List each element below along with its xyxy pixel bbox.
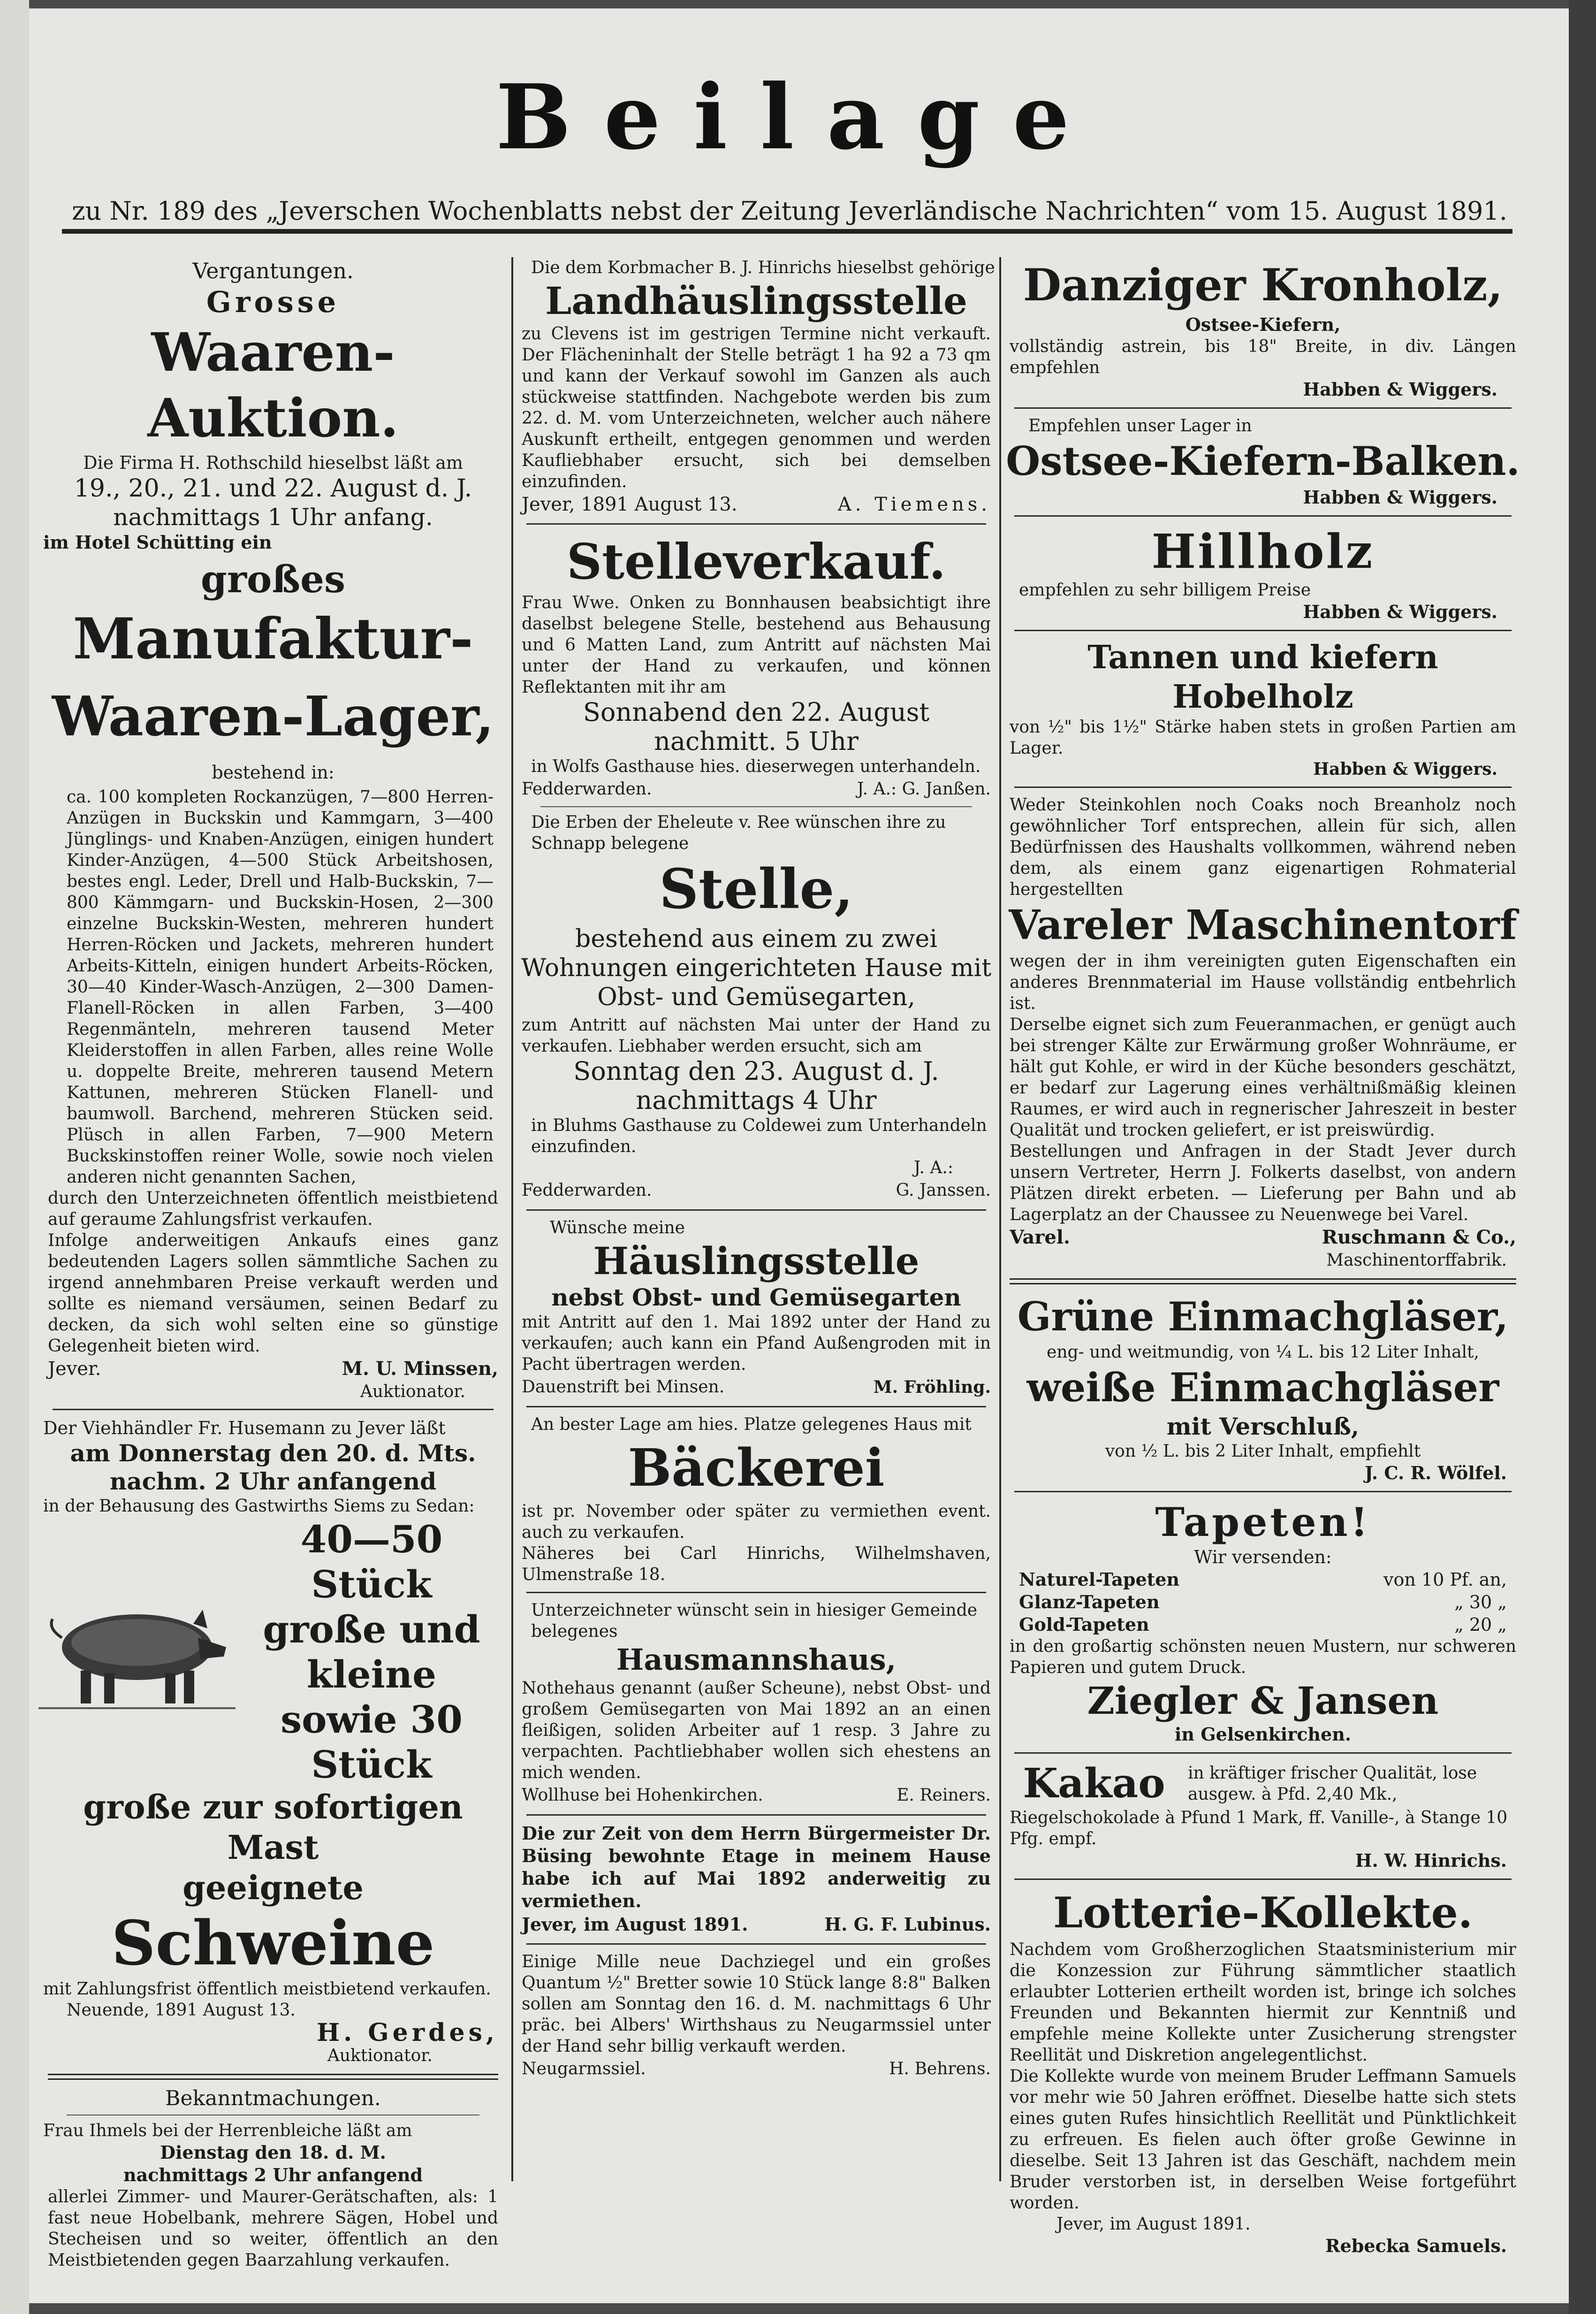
ad-title: Ostsee-Kiefern-Balken. (1006, 438, 1520, 484)
ad-big-line: sowie 30 Stück (281, 1697, 463, 1787)
ad-big-word: Waaren-Lager, (52, 685, 494, 748)
header-rule (62, 229, 1512, 234)
price-row (1019, 1568, 1507, 1591)
price-item-name: Glanz-Tapeten (1019, 1591, 1160, 1612)
ad-divider (526, 1943, 986, 1945)
ad-signature (48, 1357, 498, 1381)
ad-text: Die Erben der Eheleute v. Ree wünschen ihre zu Schnapp belegene (531, 813, 946, 853)
ad-title: weiße Einmachgläser (1026, 1364, 1499, 1411)
ad-signature-place: Fedderwarden. (522, 1181, 652, 1200)
ad-text: An bester Lage am hies. Platze gelegenes Haus mit (531, 1415, 972, 1434)
ad-signature-title: Auktionator. (327, 2046, 433, 2065)
ad-signature (522, 1375, 991, 1399)
ad-body: durch den Unterzeichneten öffentlich meistbietend auf geraume Zahlungsfrist verkaufen. (48, 1189, 498, 1229)
ad-body: zum Antritt auf nächsten Mai unter der Hand zu verkaufen. Liebhaber werden ersucht, sich am (522, 1016, 991, 1056)
ad-body: Die zur Zeit von dem Herrn Bürgermeister Dr. Büsing bewohnte Etage in meinem Hause habe ich auf Mai 1892 anderweitig zu vermiethen. (522, 1823, 991, 1911)
ad-time: nachmitt. 5 Uhr (654, 726, 859, 756)
ad-time: nachmittags 2 Uhr anfangend (123, 2164, 423, 2185)
ad-signature-name: Rebecka Samuels. (1325, 2235, 1507, 2256)
ad-body: Einige Mille neue Dachziegel und ein großes Quantum ½" Bretter sowie 10 Stück lange 8:8" Balken sollen am Sonntag den 16. d. M. nachmittags 6 Uhr präc. bei Albers' Wirthshaus zu Neugarmssiel unter der Hand sehr billig verkauft werden. (522, 1952, 991, 2056)
ad-signature-place: Varel. (1010, 1226, 1070, 1248)
ad-body: Infolge anderweitigen Ankaufs eines ganz bedeutenden Lagers sollen sämmtliche Sachen zu irgend annehmbaren Preise verkauft werden und sollte es niemand versäumen, seinen Bedarf zu decken, da sich wohl selten eine so günstige Gelegenheit bieten wird. (48, 1231, 498, 1356)
ad-body: eng- und weitmundig, von ¼ L. bis 12 Liter Inhalt, (1047, 1343, 1479, 1362)
ad-body: Frau Wwe. Onken zu Bonnhausen beabsichtigt ihre daselbst belegene Stelle, bestehend aus Behausung und 6 Matten Land, zum Antritt auf nächsten Mai unter der Hand zu verkaufen, und können Reflektanten mit ihr am (522, 593, 991, 697)
ad-body: Die Kollekte wurde von meinem Bruder Leffmann Samuels vor mehr wie 50 Jahren eröffnet. Dieselbe hatte sich stets eines guten Rufes hinsichtlich Reellität und Pünktlichkeit zu erfreuen. Es fielen auch öfter große Gewinne in dieselbe. Seit 13 Jahren ist das Geschäft, nachdem mein Bruder verstorben ist, in derselben Weise fortgeführt worden. (1010, 2067, 1516, 2213)
ad-kicker: Vergantungen. (192, 258, 354, 283)
ad-title: Tannen und kiefern Hobelholz (1087, 639, 1438, 716)
ad-signature-name: M. Fröhling. (873, 1377, 991, 1397)
ad-divider (1014, 1752, 1512, 1754)
ad-signature-name: Habben & Wiggers. (1303, 601, 1497, 622)
ad-signature (522, 492, 991, 517)
ad-body: vollständig astrein, bis 18" Breite, in div. Längen empfehlen (1010, 337, 1516, 377)
page-header (29, 8, 1569, 271)
ad-title: Grüne Einmachgläser, (1017, 1293, 1509, 1340)
ad-date: Neuende, 1891 August 13. (67, 2001, 296, 2020)
ad-place: im Hotel Schütting ein (43, 532, 272, 553)
ad-divider (526, 523, 986, 525)
ad-signature-place: Fedderwarden. (522, 779, 652, 799)
ad-body: in kräftiger frischer Qualität, lose ausgew. à Pfd. 2,40 Mk., (1188, 1764, 1477, 1804)
ad-signature-name: H. Gerdes, (316, 2018, 498, 2047)
ad-text: Frau Ihmels bei der Herrenbleiche läßt am (43, 2121, 412, 2140)
ad-text: mit Zahlungsfrist öffentlich meistbietend verkaufen. (43, 1979, 491, 1999)
ad-signature (522, 777, 991, 802)
ad-signature-name: H. W. Hinrichs. (1355, 1850, 1507, 1871)
ad-title: Hausmannshaus, (616, 1642, 897, 1677)
ad-title: Schweine (111, 1907, 435, 1979)
ad-title: Stelleverkauf. (566, 533, 946, 590)
ad-subtitle: mit Verschluß, (1166, 1413, 1360, 1440)
ad-body: Derselbe eignet sich zum Feueranmachen, er genügt auch bei strenger Kälte zur Erwärmung großer Wohnräume, er hält gut Kohle, er wird in der Küche besonders geschätzt, er bedarf zur Lagerung eines verhältnißmäßig kleinen Raumes, er wird auch in regnerischer Jahreszeit in bester Qualität und trocken geliefert, er ist preiswürdig. (1010, 1015, 1516, 1140)
ad-big-word: großes (200, 557, 346, 601)
ad-divider (526, 1406, 986, 1407)
ad-signature (522, 1178, 991, 1203)
ad-signature-name: H. Behrens. (889, 2059, 991, 2078)
ad-signature-title: Auktionator. (360, 1382, 465, 1401)
scanner-edge (1569, 0, 1596, 2314)
ad-text: Unterzeichneter wünscht sein in hiesiger Gemeinde belegenes (531, 1601, 978, 1641)
issue-line: zu Nr. 189 des „Jeverschen Wochenblatts nebst der Zeitung Jeverländische Nachrichten“ vom 15. August 1891. (72, 196, 1507, 226)
ad-signature-name: Habben & Wiggers. (1303, 487, 1497, 508)
price-list (1000, 1568, 1526, 1636)
ad-text: Der Viehhändler Fr. Husemann zu Jever läßt (43, 1418, 446, 1438)
ad-divider (1014, 1879, 1512, 1880)
ad-text: empfehlen zu sehr billigem Preise (1019, 580, 1311, 600)
ad-dates: 19., 20., 21. und 22. August d. J. (74, 474, 472, 503)
ad-signature-place: Jever, 1891 August 13. (522, 494, 737, 515)
column-middle (512, 257, 1000, 2081)
ad-title: Waaren-Auktion. (147, 322, 399, 449)
ad-divider (526, 1592, 986, 1593)
ad-signature-place: Jever, im August 1891. (522, 1914, 748, 1935)
ad-date: Sonnabend den 22. August (583, 697, 930, 727)
ad-body: Riegelschokolade à Pfund 1 Mark, ff. Vanille-, à Stange 10 Pfg. empf. (1010, 1808, 1508, 1848)
ad-signature-prefix: J. A.: (913, 1158, 953, 1177)
price-item-name: Naturel-Tapeten (1019, 1569, 1180, 1590)
ad-big-line: geeignete (182, 1868, 364, 1907)
price-item-value: „ 30 „ (1454, 1592, 1507, 1612)
ad-body: ist pr. November oder später zu vermiethen event. auch zu verkaufen. (522, 1502, 991, 1542)
ad-title: Kakao (1023, 1760, 1165, 1807)
ad-text: Die Firma H. Rothschild hieselbst läßt am (83, 452, 463, 473)
masthead-title: Beilage (495, 65, 1102, 169)
column-right (1000, 257, 1526, 2257)
price-item-value: „ 20 „ (1454, 1614, 1507, 1635)
ad-signature-name: Ruschmann & Co., (1322, 1226, 1516, 1248)
ad-body: Nothehaus genannt (außer Scheune), nebst Obst- und großem Gemüsegarten von Mai 1892 an an einen fleißigen, soliden Arbeiter auf 1 resp. 3 Jahre zu verpachten. Pachtliebhaber wollen sich ehestens an mich wenden. (522, 1679, 991, 1782)
ad-time: nachmittags 4 Uhr (636, 1085, 877, 1115)
ad-body: in den großartig schönsten neuen Mustern, nur schweren Papieren und gutem Druck. (1010, 1637, 1516, 1677)
pig-ad-text (236, 1517, 508, 1787)
pig-ad-block (38, 1517, 508, 1787)
ad-text: Wünsche meine (550, 1218, 685, 1237)
ad-divider (540, 806, 972, 807)
ad-firm: Ziegler & Jansen (1087, 1679, 1439, 1723)
price-item-value: von 10 Pf. an, (1383, 1569, 1507, 1590)
ad-big-word: Manufaktur- (73, 606, 473, 672)
ad-signature (522, 2057, 991, 2081)
price-row (1019, 1591, 1507, 1613)
ad-body: Weder Steinkohlen noch Coaks noch Breanholz noch gewöhnlicher Torf entsprechen, allein für sich, allen Bedürfnissen des Haushalts vollkommen, während neben dem, als einem ganz eigenartigen Rohmaterial hergestellten (1010, 795, 1516, 899)
ad-signature (48, 2018, 498, 2047)
ad-place: in Gelsenkirchen. (1174, 1724, 1352, 1745)
ad-title: Danziger Kronholz, (1023, 260, 1503, 311)
ad-divider (1014, 787, 1512, 788)
ad-subtitle: bestehend aus einem zu zwei Wohnungen eingerichteten Hause mit Obst- und Gemüsegarten, (521, 925, 992, 1011)
section-divider (48, 2074, 498, 2080)
ad-body: von ½" bis 1½" Stärke haben stets in großen Partien am Lager. (1010, 718, 1516, 758)
adjacent-page-strip (0, 0, 29, 2314)
ad-signature-place: Wollhuse bei Hohenkirchen. (522, 1786, 763, 1805)
section-divider (1010, 1278, 1516, 1284)
ad-time: nachmittags 1 Uhr anfang. (113, 504, 433, 531)
ad-time: nachm. 2 Uhr anfangend (109, 1467, 437, 1495)
ad-place: in der Behausung des Gastwirths Siems zu Sedan: (43, 1497, 475, 1516)
ad-signature (522, 1783, 991, 1808)
ad-divider (53, 1409, 494, 1410)
ad-big-line: große und kleine (263, 1607, 480, 1696)
ad-title: Vareler Maschinentorf (1009, 901, 1517, 949)
ad-text: Die dem Korbmacher B. J. Hinrichs hieselbst gehörige (531, 258, 995, 277)
ad-place: in Bluhms Gasthause zu Coldewei zum Unterhandeln einzufinden. (531, 1116, 987, 1156)
ad-signature-name: Habben & Wiggers. (1313, 759, 1497, 779)
ad-signature-name: G. Janssen. (896, 1181, 991, 1200)
ad-title: Stelle, (659, 857, 853, 921)
ad-signature-place: Jever. (48, 1358, 101, 1380)
section-kicker: Bekanntmachungen. (165, 2086, 381, 2110)
ad-date: Sonntag den 23. August d. J. (573, 1056, 939, 1086)
kakao-ad (1005, 1760, 1521, 1807)
ad-place: in Wolfs Gasthause hies. dieserwegen unterhandeln. (531, 757, 981, 776)
ad-body: Bestellungen und Anfragen in der Stadt Jever durch unsern Vertreter, Herrn J. Folkerts daselbst, von andern Plätzen direkt erbeten. — Lieferung per Bahn und ab Lagerplatz an der Chaussee zu Neuenwege bei Varel. (1010, 1142, 1516, 1224)
ad-divider (1014, 515, 1512, 517)
price-item-name: Gold-Tapeten (1019, 1614, 1149, 1635)
newspaper-page (29, 8, 1569, 2303)
ad-signature-place: Dauenstrift bei Minsen. (522, 1377, 725, 1397)
ad-divider (1014, 407, 1512, 409)
ad-body: Nachdem vom Großherzoglichen Staatsministerium mir die Konzession zur Führung sämmtlicher staatlich erlaubter Lotterien ertheilt worden ist, bringe ich solches Freunden und Bekannten hiermit zur Kenntniß und empfehle meine Kollekte unter Zusicherung strengster Reellität und Diskretion angelegentlichst. (1010, 1940, 1516, 2065)
ad-body: ca. 100 kompleten Rockanzügen, 7—800 Herren-Anzügen in Buckskin und Kammgarn, 3—400 Jünglings- und Knaben-Anzügen, einigen hundert Kinder-Anzügen, 4—500 Stück Arbeitshosen, bestes engl. Leder, Drell und Halb-Buckskin, 7—800 Kämmgarn- und Buckskin-Hosen, 2—300 einzelne Buckskin-Westen, mehreren hundert Herren-Röcken und Jackets, mehreren hundert Arbeits-Kitteln, einigen hundert Arbeits-Röcken, 30—40 Kinder-Wasch-Anzügen, 2—300 Damen-Flanell-Röcken in allen Farben, 3—400 Regenmänteln, mehreren tausend Meter Kleiderstoffen in allen Farben, alles reine Wolle u. doppelte Breite, mehreren tausend Metern Kattunen, mehreren Stücken Flanell- und baumwoll. Barchend, mehreren Stücken seid. Plüsch in allen Farben, 7—900 Metern Buckskinstoffen reiner Wolle, sowie noch vielen anderen nicht genannten Sachen, (67, 787, 494, 1187)
ad-big-line: große zur sofortigen Mast (83, 1787, 463, 1867)
ad-subtitle: Ostsee-Kiefern, (1185, 314, 1341, 335)
ad-body: mit Antritt auf den 1. Mai 1892 unter der Hand zu verkaufen; auch kann ein Pfand Außengroden mit in Pacht übertragen werden. (522, 1313, 991, 1374)
ad-divider (1014, 1491, 1512, 1492)
ad-signature-title: Maschinentorffabrik. (1326, 1251, 1507, 1270)
ad-signature-name: H. G. F. Lubinus. (824, 1914, 991, 1935)
ad-text: Empfehlen unser Lager in (1028, 416, 1252, 435)
ad-divider (526, 1814, 986, 1816)
ad-title: Häuslingsstelle (593, 1239, 920, 1283)
ad-title: Lotterie-Kollekte. (1053, 1888, 1473, 1938)
ad-date: Jever, im August 1891. (1056, 2215, 1251, 2234)
ad-title: Landhäuslingsstelle (545, 279, 967, 323)
ad-subtitle: Wir versenden: (1194, 1547, 1332, 1567)
ad-body: wegen der in ihm vereinigten guten Eigenschaften ein anderes Brennmaterial im Hause vollständig entbehrlich ist. (1010, 952, 1516, 1013)
column-left (38, 257, 508, 2271)
ad-body: Näheres bei Carl Hinrichs, Wilhelmshaven, Ulmenstraße 18. (522, 1544, 991, 1584)
ad-signature (1010, 1225, 1516, 1250)
ad-signature-place: Neugarmssiel. (522, 2059, 646, 2078)
ad-signature-name: J. A.: G. Janßen. (857, 779, 991, 799)
ad-divider (526, 1209, 986, 1211)
ad-title: Bäckerei (628, 1437, 885, 1498)
ad-signature-name: E. Reiners. (897, 1786, 991, 1805)
ad-subtitle: nebst Obst- und Gemüsegarten (551, 1283, 961, 1311)
ad-heading-small: Grosse (206, 285, 340, 319)
ad-divider (1014, 630, 1512, 631)
price-row (1019, 1613, 1507, 1636)
ad-title: Tapeten! (1155, 1499, 1371, 1545)
ad-body: zu Clevens ist im gestrigen Termine nicht verkauft. Der Flächeninhalt der Stelle beträgt 1 ha 92 a 73 qm und kann der Verkauf sowohl im Ganzen als auch stückweise stattfinden. Nachgebote werden bis zum 22. d. M. vom Unterzeichneten, welcher auch nähere Auskunft ertheilt, entgegen genommen und werden Kaufliebhaber ersucht, sich bei demselben einzufinden. (522, 324, 991, 491)
ad-body: von ½ L. bis 2 Liter Inhalt, empfiehlt (1105, 1442, 1421, 1461)
ad-signature-name: J. C. R. Wölfel. (1364, 1462, 1507, 1483)
ad-signature-name: Habben & Wiggers. (1303, 379, 1497, 400)
ad-signature-name: M. U. Minssen, (342, 1358, 498, 1380)
pig-illustration-icon (38, 1591, 236, 1713)
ad-title: Hillholz (1151, 524, 1375, 579)
ad-signature-name: A. Tiemens. (837, 494, 991, 515)
ad-signature (522, 1912, 991, 1937)
ad-body: allerlei Zimmer- und Maurer-Gerätschaften, als: 1 fast neue Hobelbank, mehrere Sägen, Hobel und Stecheisen und so weiter, öffentlich an den Meistbietenden gegen Baarzahlung verkaufen. (48, 2187, 498, 2270)
ad-text: bestehend in: (212, 762, 334, 783)
ad-date: am Donnerstag den 20. d. Mts. (70, 1439, 476, 1467)
ad-big-line: 40—50 Stück (300, 1517, 443, 1606)
ad-date: Dienstag den 18. d. M. (160, 2142, 386, 2163)
